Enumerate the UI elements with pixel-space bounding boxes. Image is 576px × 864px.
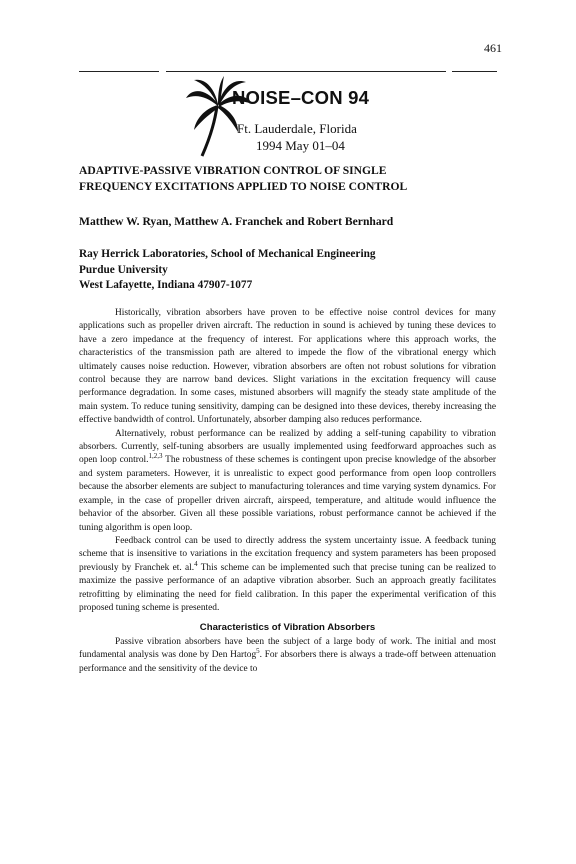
paper-body <box>79 307 496 676</box>
paragraph-3 <box>79 535 496 615</box>
header-rule-right <box>452 71 497 72</box>
paragraph-4 <box>79 636 496 676</box>
header-rule-left <box>79 71 159 72</box>
affiliation <box>79 247 376 294</box>
paragraph-3-text-a: Feedback control can be used to directly address the system uncertainty issue. A feedback tuning scheme that is insensitive to variations in the excitation frequency and system parameters has been proposed previously by Franchek et. al. <box>79 535 496 573</box>
paragraph-2 <box>79 428 496 535</box>
affiliation-line-2: Purdue University <box>79 263 168 276</box>
conference-location: Ft. Lauderdale, Florida <box>237 121 357 136</box>
page-number: 461 <box>484 41 502 55</box>
citation-5: 5 <box>256 647 260 656</box>
citation-1-2-3: 1,2,3 <box>148 452 163 461</box>
header-rule-middle <box>166 71 446 72</box>
conference-date: 1994 May 01–04 <box>256 138 345 153</box>
section-heading: Characteristics of Vibration Absorbers <box>199 622 376 634</box>
paragraph-4-text-a: Passive vibration absorbers have been the subject of a large body of work. The initial and most fundamental analysis was done by Den Hartog <box>79 636 496 661</box>
affiliation-line-3: West Lafayette, Indiana 47907-1077 <box>79 279 253 291</box>
paper-title <box>79 163 509 195</box>
conference-name: NOISE–CON 94 <box>232 87 370 108</box>
affiliation-line-1: Ray Herrick Laboratories, School of Mechanical Engineering <box>79 248 376 260</box>
paragraph-1: Historically, vibration absorbers have proven to be effective noise control devices for many applications such as propeller driven aircraft. The reduction in sound is achieved by tuning these devices to have a zero impedance at the frequency of interest. For applications where this approach works, the characteristics of the transmission path are altered to impede the flow of the vibrational energy which ultimately causes noise reduction. However, vibration absorbers are often not robust solutions for vibration control because they are narrow band devices. Slight variations in the excitation frequency will cause performance degradation. In some cases, mistuned absorbers will magnify the steady state amplitude of the main system. To reduce tuning sensitivity, damping can be designed into these devices, thereby increasing the effective bandwidth of control. Unfortunately, absorber damping also reduces performance. <box>79 308 496 426</box>
citation-4: 4 <box>194 559 198 568</box>
paper-title-line-2: FREQUENCY EXCITATIONS APPLIED TO NOISE CONTROL <box>79 180 408 193</box>
paragraph-2-text-b: The robustness of these schemes is contingent upon precise knowledge of the absorber and system parameters. However, it is unrealistic to expect good performance from open loop controllers because the absorber elements are subject to manufacturing tolerances and time varying system dynamics. For example, in the case of propeller driven aircraft, airspeed, temperature, and altitude would influence the behavior of the absorber. Given all these possible variations, robust performance cannot be achieved if the tuning algorithm is open loop. <box>79 455 496 533</box>
paragraph-2-text-a: Alternatively, robust performance can be realized by adding a self-tuning capability to vibration absorbers. Currently, self-tuning absorbers are usually implemented using feedforward approaches such as open loop control. <box>79 428 496 466</box>
paragraph-3-text-b: This scheme can be implemented such that precise tuning can be realized to maximize the passive performance of an adaptive vibration absorber. Such an approach greatly facilitates retrofitting by eliminating the need for field calibration. In this paper the experimental verification of this proposed tuning scheme is presented. <box>79 562 496 613</box>
paper-authors: Matthew W. Ryan, Matthew A. Franchek and Robert Bernhard <box>79 215 394 228</box>
paper-title-line-1: ADAPTIVE-PASSIVE VIBRATION CONTROL OF SINGLE <box>79 164 387 177</box>
paragraph-4-text-b: . For absorbers there is always a trade-off between attenuation performance and the sensitivity of the device to <box>79 650 496 674</box>
